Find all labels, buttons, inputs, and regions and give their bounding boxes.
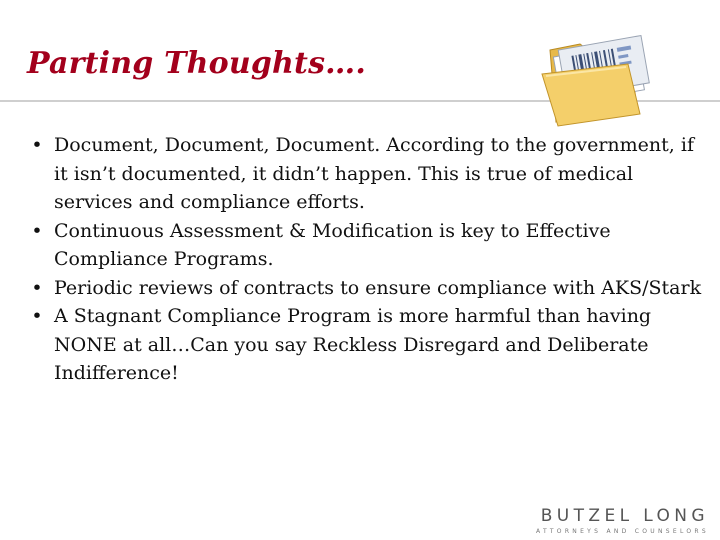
bullet-text: A Stagnant Compliance Program is more harmful than having NONE at all…Can you say Reckless Disregard and Deliberate Indifference! [54,305,652,384]
bullet-text: Document, Document, Document. According to the government, if it isn’t documented, it didn’t happen. This is true of medical services and compliance efforts. [54,134,694,213]
bullet-item [30,302,710,388]
slide-title: Parting Thoughts…. [27,46,367,81]
bullet-item [30,131,710,217]
bullet-text: Continuous Assessment & Modification is key to Effective Compliance Programs. [54,219,611,270]
bullet-marker: • [31,305,43,327]
logo-tagline: ATTORNEYS AND COUNSELORS [536,528,709,535]
bullet-marker: • [31,134,43,156]
company-logo [520,506,715,536]
bullet-text: Periodic reviews of contracts to ensure compliance with AKS/Stark [54,276,702,299]
logo-name: BUTZEL LONG [540,506,709,526]
bullet-item [30,217,710,274]
folder-with-documents-icon [536,30,656,130]
bullet-marker: • [31,219,43,242]
bullet-list [30,131,710,388]
bullet-item [30,274,710,303]
bullet-marker: • [31,276,43,299]
